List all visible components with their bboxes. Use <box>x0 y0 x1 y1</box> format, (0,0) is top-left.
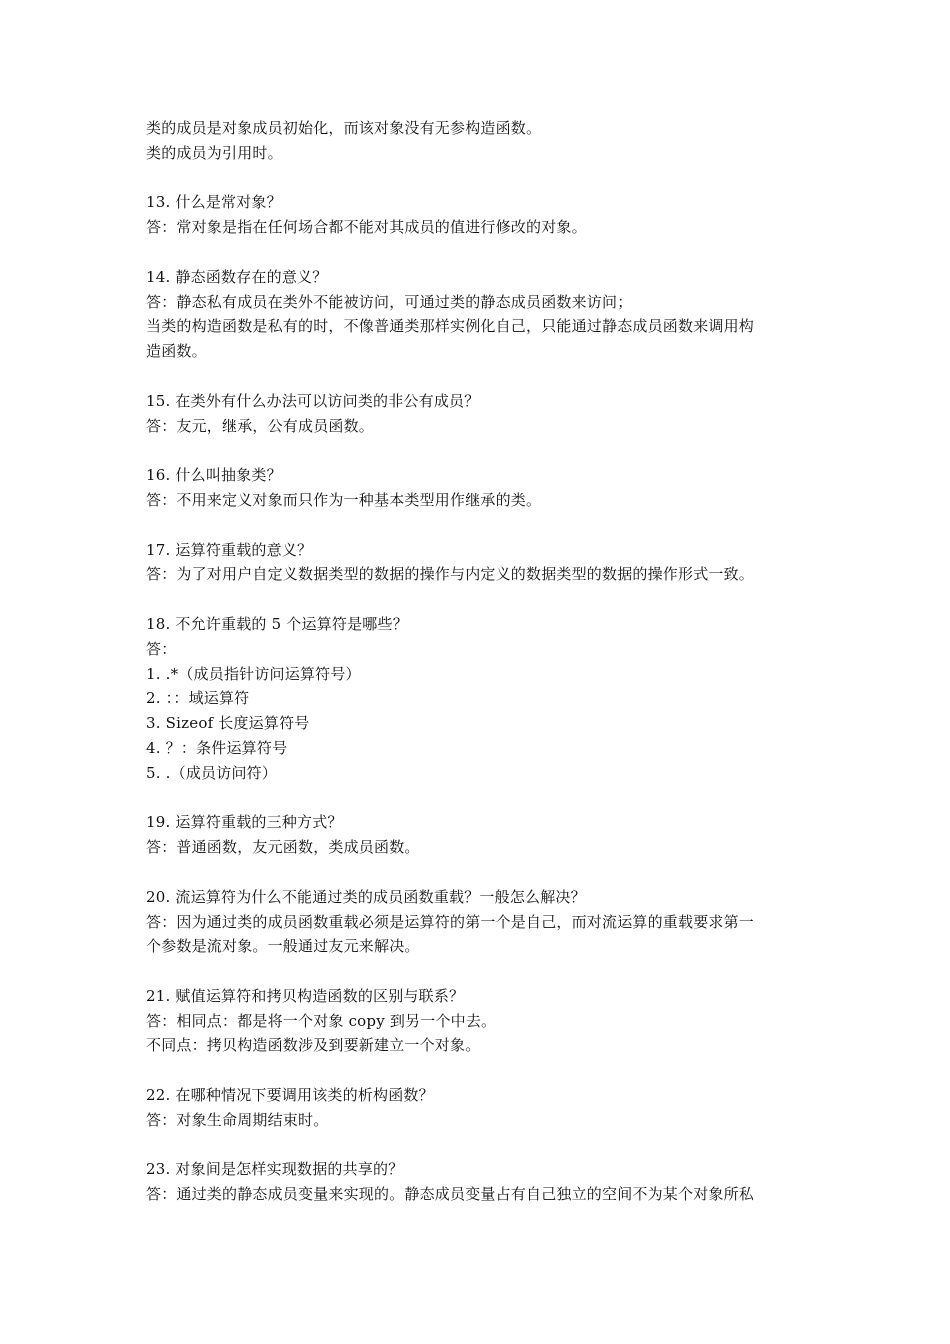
question-22: 22. 在哪种情况下要调用该类的析构函数？ <box>146 1086 434 1105</box>
blank-line <box>146 513 826 538</box>
text-line: 类的成员为引用时。 <box>146 143 283 162</box>
question-20: 20. 流运算符为什么不能通过类的成员函数重载？一般怎么解决？ <box>146 887 586 906</box>
list-item: 1. .*（成员指针访问运算符号） <box>146 664 361 683</box>
question-14: 14. 静态函数存在的意义？ <box>146 267 328 286</box>
question-21: 21. 赋值运算符和拷贝构造函数的区别与联系？ <box>146 986 465 1005</box>
document-page <box>146 116 826 1207</box>
question-15: 15. 在类外有什么办法可以访问类的非公有成员？ <box>146 391 480 410</box>
blank-line <box>146 860 826 885</box>
question-18: 18. 不允许重载的 5 个运算符是哪些？ <box>146 614 408 633</box>
question-17: 17. 运算符重载的意义？ <box>146 540 313 559</box>
question-19: 19. 运算符重载的三种方式？ <box>146 813 343 832</box>
blank-line <box>146 166 826 191</box>
blank-line <box>146 587 826 612</box>
text-line: 不同点：拷贝构造函数涉及到要新建立一个对象。 <box>146 1036 481 1055</box>
answer-23: 答：通过类的静态成员变量来实现的。静态成员变量占有自己独立的空间不为某个对象所私 <box>146 1185 755 1204</box>
answer-22: 答：对象生命周期结束时。 <box>146 1110 329 1129</box>
text-line: 当类的构造函数是私有的时，不像普通类那样实例化自己，只能通过静态成员函数来调用构 <box>146 317 755 336</box>
question-13: 13. 什么是常对象？ <box>146 193 282 212</box>
list-item: 4. ？：条件运算符号 <box>146 738 288 757</box>
blank-line <box>146 786 826 811</box>
answer-20: 答：因为通过类的成员函数重载必须是运算符的第一个是自己，而对流运算的重载要求第一 <box>146 912 755 931</box>
list-item: 3. Sizeof 长度运算符号 <box>146 714 310 733</box>
text-line: 造函数。 <box>146 342 207 361</box>
answer-19: 答：普通函数，友元函数，类成员函数。 <box>146 838 420 857</box>
blank-line <box>146 959 826 984</box>
answer-17: 答：为了对用户自定义数据类型的数据的操作与内定义的数据类型的数据的操作形式一致。 <box>146 565 755 584</box>
text-line: 类的成员是对象成员初始化，而该对象没有无参构造函数。 <box>146 119 542 137</box>
answer-16: 答：不用来定义对象而只作为一种基本类型用作继承的类。 <box>146 490 542 509</box>
blank-line <box>146 438 826 463</box>
list-item: 2. ：：域运算符 <box>146 689 250 708</box>
answer-15: 答：友元，继承，公有成员函数。 <box>146 416 375 435</box>
question-16: 16. 什么叫抽象类？ <box>146 466 282 485</box>
blank-line <box>146 240 826 265</box>
question-23: 23. 对象间是怎样实现数据的共享的？ <box>146 1160 404 1179</box>
answer-14: 答：静态私有成员在类外不能被访问，可通过类的静态成员函数来访问； <box>146 292 633 311</box>
answer-18: 答： <box>146 639 177 658</box>
answer-13: 答：常对象是指在任何场合都不能对其成员的值进行修改的对象。 <box>146 218 587 237</box>
blank-line <box>146 364 826 389</box>
blank-line <box>146 1133 826 1158</box>
list-item: 5. .（成员访问符） <box>146 763 278 782</box>
answer-21: 答：相同点：都是将一个对象 copy 到另一个中去。 <box>146 1011 497 1030</box>
text-line: 个参数是流对象。一般通过友元来解决。 <box>146 937 420 956</box>
blank-line <box>146 1058 826 1083</box>
